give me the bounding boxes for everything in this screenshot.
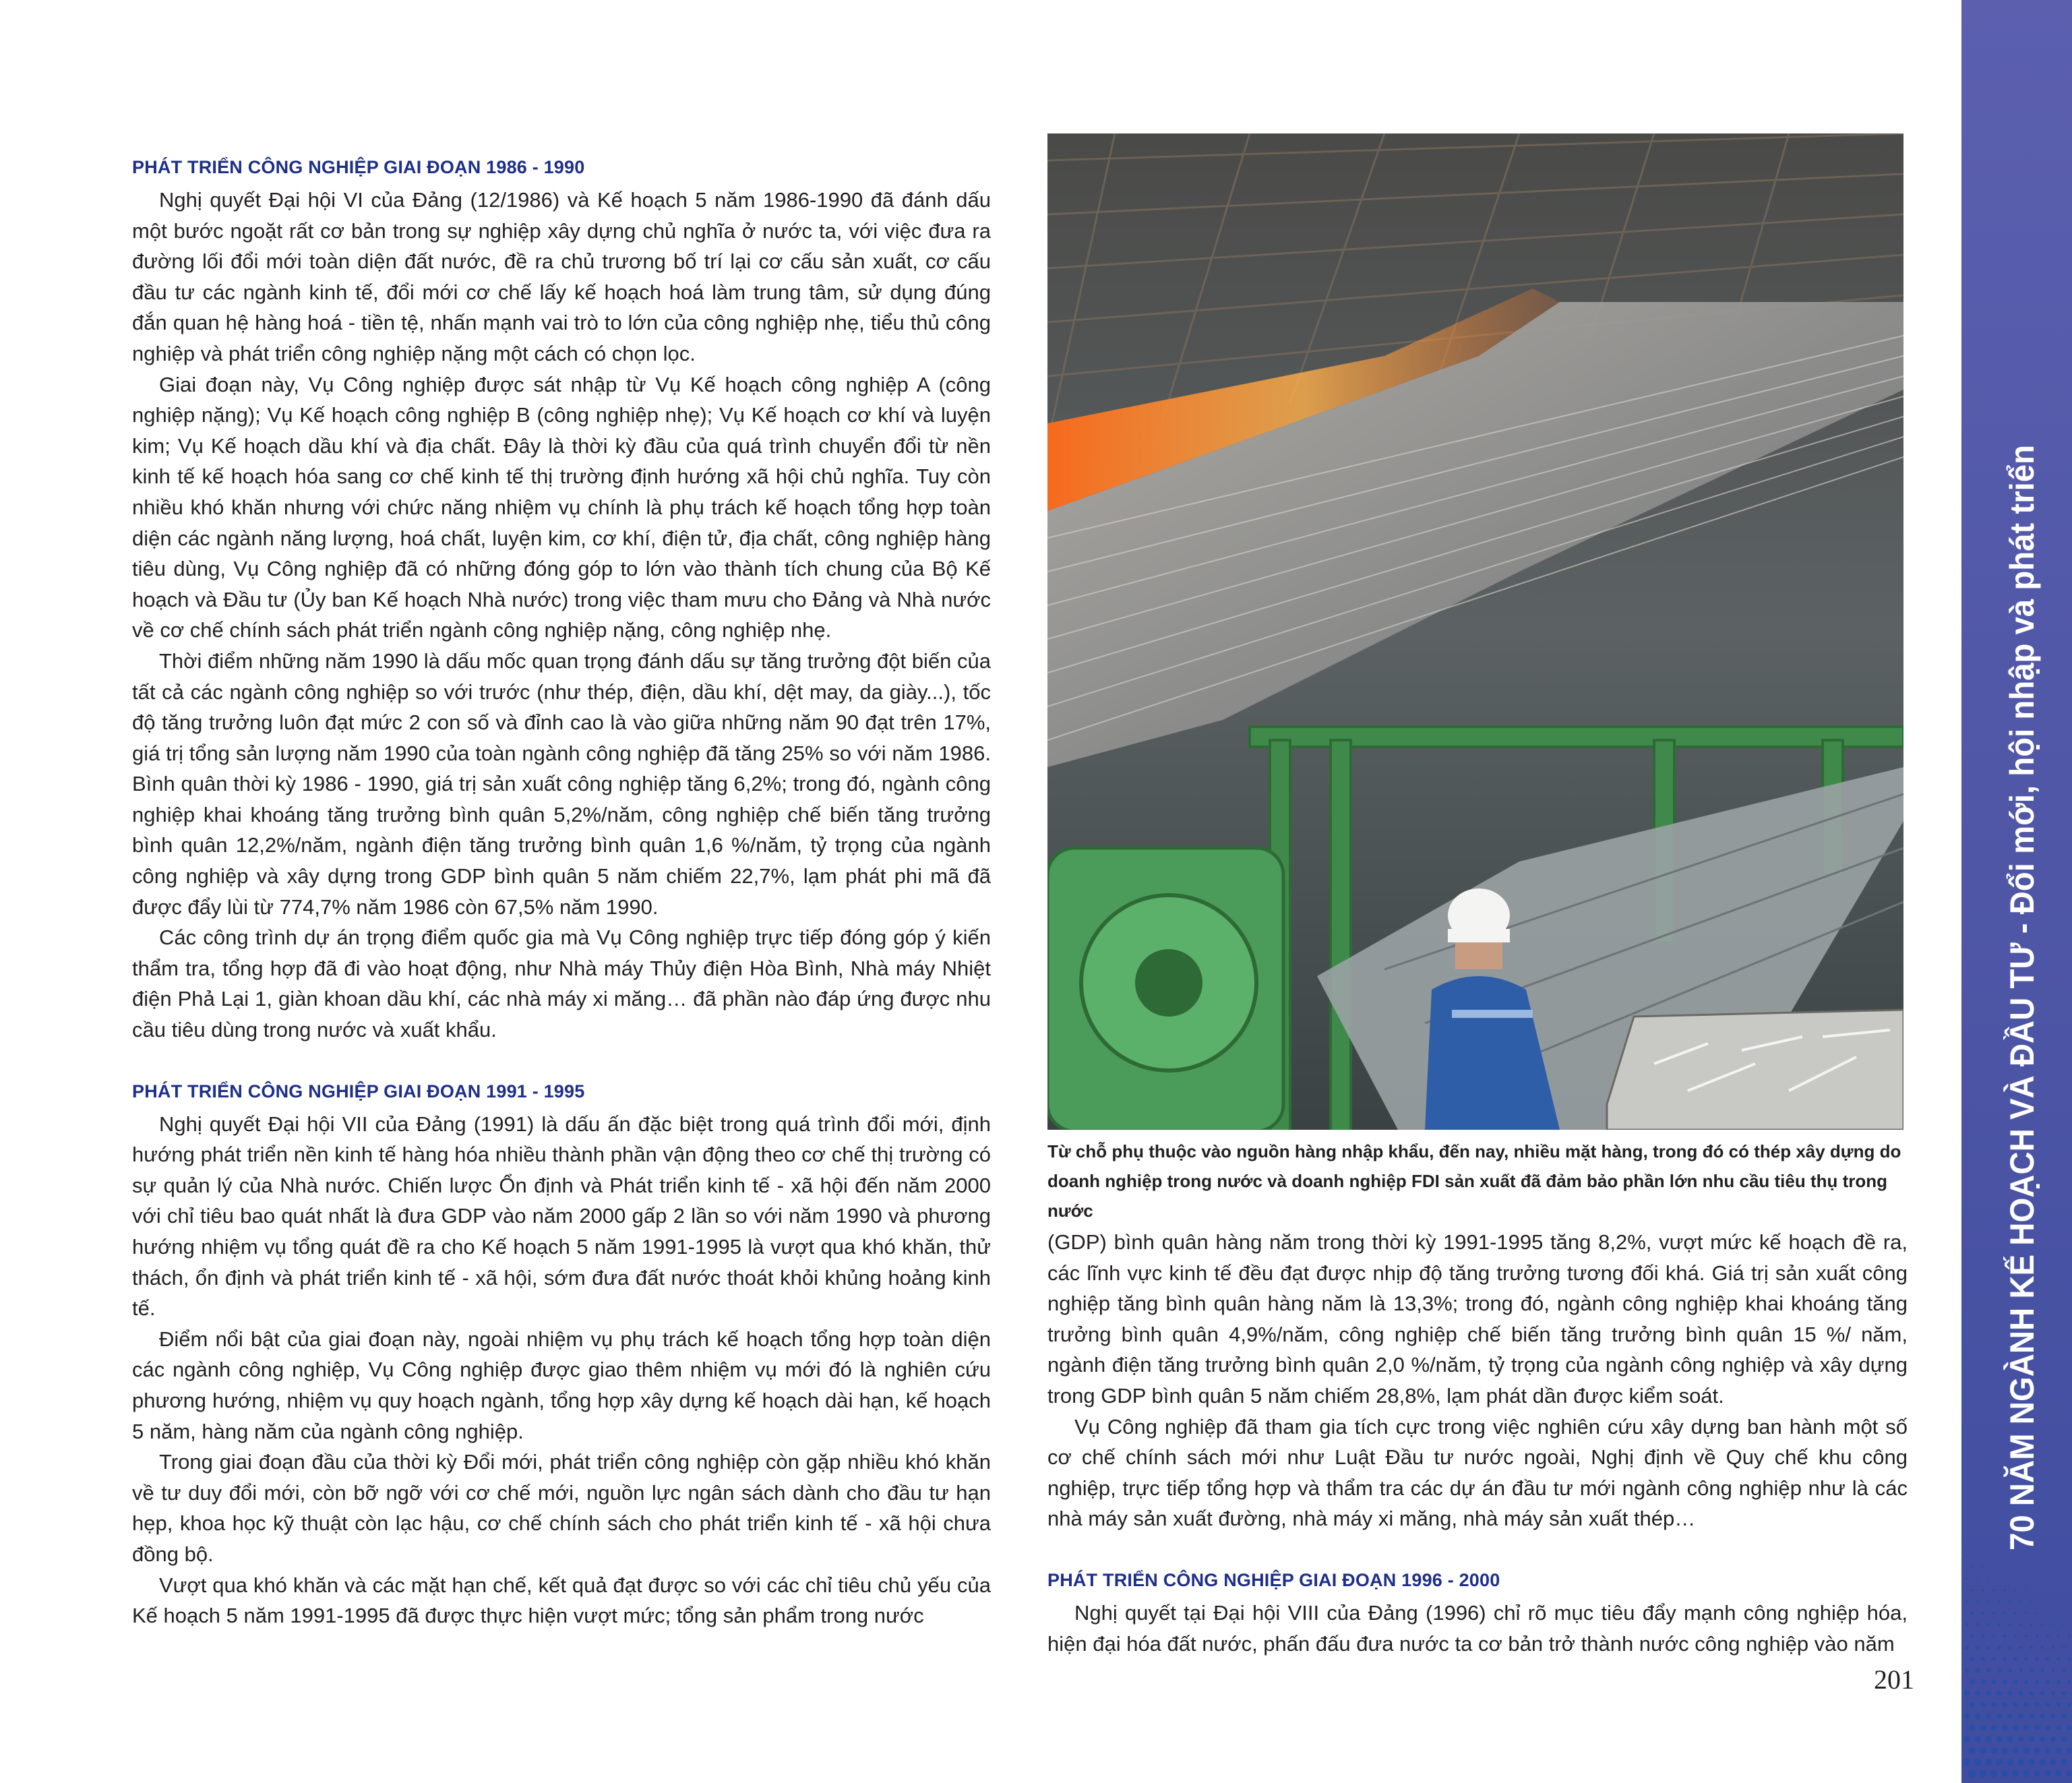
decorative-dot — [2009, 1578, 2011, 1579]
decorative-dot — [1986, 1645, 1990, 1650]
paragraph: Vượt qua khó khăn và các mặt hạn chế, kết quả đạt được so với các chỉ tiêu chủ yếu của Kế hoạch 5 năm 1991-1995 đã được thực hiện vượt mức; tổng sản phẩm trong nước — [132, 1573, 991, 1628]
decorative-dot — [1970, 1657, 1975, 1662]
decorative-dot — [2003, 1657, 2007, 1661]
decorative-dot — [1976, 1623, 1980, 1627]
decorative-dot — [1982, 1612, 1984, 1614]
decorative-dot — [2063, 1555, 2064, 1556]
decorative-dot — [2029, 1736, 2035, 1743]
decorative-dot — [2020, 1578, 2021, 1579]
decorative-dot — [2036, 1635, 2038, 1637]
decorative-dot — [2018, 1714, 2023, 1719]
decorative-dot — [2023, 1725, 2029, 1730]
decorative-dot — [2051, 1691, 2055, 1695]
decorative-dot — [2056, 1748, 2062, 1754]
decorative-dot — [1985, 1759, 1992, 1766]
decorative-dot — [2030, 1668, 2034, 1672]
decorative-dot — [2019, 1668, 2023, 1672]
decorative-dot — [1997, 1714, 2002, 1719]
decorative-dot — [2024, 1680, 2028, 1684]
decorative-dot — [2041, 1646, 2044, 1649]
decorative-dot — [1966, 1578, 1968, 1580]
decorative-dot — [2003, 1635, 2007, 1638]
decorative-dot — [2013, 1725, 2019, 1731]
paragraph: Điểm nổi bật của giai đoạn này, ngoài nhiệm vụ phụ trách kế hoạch tổng hợp toàn diện các ngành công nghiệp, Vụ Công nghiệp được giao thêm nhiệm vụ mới đó là nghiên cứu phương hướng, nhiệm vụ quy hoạch ngành, tổng hợp xây dựng kế hoạch dài hạn, kế hoạch 5 năm, hàng năm của ngành công nghiệp. — [132, 1327, 991, 1443]
decorative-dot — [1999, 1578, 2000, 1579]
decorative-dot — [2042, 1601, 2043, 1602]
decorative-dot — [1981, 1657, 1985, 1661]
decorative-dot — [1968, 1770, 1976, 1778]
decorative-dot — [2028, 1759, 2035, 1765]
decorative-dot — [1980, 1747, 1986, 1754]
sidebar-title-svg — [1961, 0, 2072, 1783]
decorative-dot — [2056, 1680, 2061, 1684]
decorative-dot — [1987, 1600, 1990, 1603]
decorative-dot — [2047, 1590, 2048, 1591]
decorative-dot — [1971, 1612, 1974, 1615]
decorative-dot — [2031, 1555, 2032, 1556]
decorative-dot — [2050, 1759, 2056, 1765]
decorative-dot — [2019, 1691, 2023, 1696]
decorative-dot — [2007, 1691, 2012, 1695]
decorative-dot — [1969, 1747, 1976, 1755]
decorative-dot — [1986, 1691, 1991, 1696]
decorative-dot — [1986, 1668, 1991, 1673]
paragraph: Giai đoạn này, Vụ Công nghiệp được sát nhập từ Vụ Kế hoạch công nghiệp A (công nghiệp nặng); Vụ Kế hoạch công nghiệp B (công nghiệp nhẹ); Vụ Kế hoạch cơ khí và luyện kim; Vụ Kế hoạch dầu khí và địa chất. Đây là thời kỳ đầu của quá trình chuyển đổi từ nền kinh tế kế hoạch hóa sang cơ chế kinh tế thị trường định hướng xã hội chủ nghĩa. Tuy còn nhiều khó khăn nhưng với chức năng nhiệm vụ chính là phụ trách kế hoạch tổng hợp toàn diện các ngành năng lượng, hoá chất, luyện kim, cơ khí, điện tử, địa chất, công nghiệp hàng tiêu dùng, Vụ Công nghiệp đã có những đóng góp to lớn vào thành tích chung của Bộ Kế hoạch và Đầu tư (Ủy ban Kế hoạch Nhà nước) trong việc tham mưu cho Đảng và Nhà nước về cơ chế chính sách phát triển ngành công nghiệp nặng, công nghiệp nhẹ. — [132, 372, 991, 642]
decorative-dot — [2052, 1646, 2054, 1649]
decorative-dot — [2008, 1668, 2012, 1672]
decorative-dot — [2050, 1714, 2055, 1718]
decorative-dot — [1986, 1714, 1992, 1720]
decorative-dot — [2036, 1590, 2038, 1591]
decorative-dot — [2024, 1657, 2028, 1660]
decorative-dot — [2004, 1590, 2006, 1592]
decorative-dot — [2007, 1759, 2013, 1765]
decorative-dot — [1966, 1600, 1968, 1603]
decorative-dot — [2045, 1748, 2051, 1754]
decorative-dot — [2055, 1770, 2062, 1777]
decorative-dot — [2013, 1657, 2017, 1661]
decorative-dot — [2067, 1680, 2071, 1683]
decorative-dot — [1964, 1691, 1970, 1696]
decorative-dot — [2034, 1702, 2039, 1707]
decorative-dot — [1964, 1714, 1970, 1720]
decorative-dot — [2017, 1759, 2024, 1765]
decorative-dot — [1988, 1555, 1989, 1557]
decorative-dot — [2025, 1635, 2028, 1637]
decorative-dot — [2002, 1702, 2007, 1708]
decorative-dot — [2015, 1590, 2017, 1592]
decorative-dot — [1972, 1567, 1974, 1569]
decorative-dot — [2068, 1658, 2071, 1660]
decorative-dot — [2046, 1658, 2050, 1661]
sidebar-title: 70 NĂM NGÀNH KẾ HOẠCH VÀ ĐẦU TƯ - Đổi mới, hội nhập và phát triển — [2003, 382, 2041, 1550]
right-column — [1047, 1227, 1908, 1659]
decorative-dot — [2030, 1691, 2034, 1696]
decorative-dot — [1988, 1578, 1990, 1580]
decorative-dot — [2063, 1646, 2065, 1649]
decorative-dot — [2052, 1601, 2054, 1602]
decorative-dot — [2044, 1770, 2051, 1777]
decorative-dot — [1990, 1770, 1997, 1777]
decorative-dot — [2007, 1714, 2013, 1719]
decorative-dot — [2009, 1623, 2011, 1626]
decorative-dot — [1992, 1657, 1996, 1661]
paragraph: Nghị quyết Đại hội VII của Đảng (1991) là dấu ấn đặc biệt trong quá trình đổi mới, định hướng phát triển nền kinh tế hàng hóa nhiều thành phần vận động theo cơ chế thị trường có sự quản lý của Nhà nước. Chiến lược Ổn định và Phát triển kinh tế - xã hội đến năm 2000 với chỉ tiêu bao quát nhất là đưa GDP vào năm 2000 gấp 2 lần so với năm 1990 và phương hướng nhiệm vụ tổng quát đề ra cho Kế hoạch 5 năm 1991-1995 là vượt qua khó khăn, thử thách, ổn định và phát triển kinh tế - xã hội, sớm đưa đất nước thoát khỏi khủng hoảng kinh tế. — [132, 1112, 991, 1321]
decorative-dot — [2023, 1702, 2028, 1707]
page-number: 201 — [1874, 1664, 1914, 1695]
decorative-dot — [2056, 1725, 2061, 1730]
decorative-dot — [2031, 1601, 2033, 1603]
decorative-dot — [2001, 1747, 2008, 1754]
decorative-dot — [2014, 1612, 2017, 1614]
decorative-dot — [2062, 1714, 2067, 1719]
decorative-dot — [2058, 1590, 2059, 1591]
decorative-dot — [1979, 1770, 1986, 1777]
decorative-dot — [1966, 1555, 1968, 1557]
left-column — [132, 154, 991, 1631]
decorative-dot — [2020, 1555, 2021, 1556]
decorative-dot — [1970, 1702, 1976, 1708]
decorative-dot — [2035, 1657, 2038, 1660]
decorative-dot — [2040, 1691, 2044, 1695]
section-heading-1996-2000: PHÁT TRIỂN CÔNG NGHIỆP GIAI ĐOẠN 1996 - 2000 — [1047, 1569, 1500, 1590]
decorative-dot — [1981, 1634, 1984, 1637]
decorative-dot — [2023, 1770, 2030, 1777]
decorative-dot — [2040, 1668, 2044, 1672]
decorative-dot — [2068, 1635, 2070, 1637]
decorative-dot — [2040, 1714, 2044, 1718]
steel-mill-illustration — [1047, 133, 1903, 1130]
decorative-dot — [1997, 1668, 2001, 1672]
section-heading-1991-1995: PHÁT TRIỂN CÔNG NGHIỆP GIAI ĐOẠN 1991 - 1995 — [132, 1081, 585, 1101]
decorative-dot — [2003, 1680, 2007, 1685]
decorative-dot — [2020, 1601, 2022, 1603]
decorative-dot — [1980, 1702, 1986, 1708]
decorative-dot — [2036, 1612, 2038, 1614]
decorative-dot — [2067, 1748, 2072, 1753]
decorative-dot — [2014, 1635, 2017, 1638]
decorative-dot — [1990, 1724, 1997, 1730]
decorative-dot — [1963, 1736, 1970, 1743]
paragraph: Nghị quyết tại Đại hội VIII của Đảng (1996) chỉ rõ mục tiêu đẩy mạnh công nghiệp hóa, hiện đại hóa đất nước, phấn đấu đưa nước ta cơ bản trở thành nước công nghiệp vào năm — [1047, 1600, 1908, 1656]
decorative-dot — [2031, 1578, 2032, 1579]
decorative-dot — [2019, 1646, 2023, 1650]
decorative-dot — [2041, 1623, 2043, 1625]
decorative-dot — [2015, 1567, 2016, 1568]
decorative-dot — [1996, 1759, 2003, 1765]
decorative-dot — [2067, 1703, 2071, 1707]
decorative-dot — [1977, 1555, 1978, 1557]
decorative-dot — [1980, 1679, 1985, 1684]
decorative-dot — [1970, 1634, 1974, 1638]
decorative-dot — [1990, 1747, 1997, 1754]
decorative-dot — [2012, 1747, 2019, 1754]
decorative-dot — [2062, 1691, 2066, 1695]
decorative-dot — [2061, 1736, 2067, 1742]
decorative-dot — [2023, 1747, 2029, 1753]
decorative-dot — [2025, 1590, 2027, 1591]
photo-caption: Từ chỗ phụ thuộc vào nguồn hàng nhập khẩu, đến nay, nhiều mặt hàng, trong đó có thép xây dựng do doanh nghiệp trong nước và doanh nghiệp FDI sản xuất đã đảm bảo phần lớn nhu cầu tiêu thụ trong nước — [1047, 1141, 1901, 1221]
decorative-dot — [2039, 1759, 2045, 1765]
decorative-dot — [2046, 1680, 2050, 1684]
decorative-dot — [2035, 1680, 2039, 1684]
decorative-dot — [2013, 1680, 2018, 1685]
decorative-dot — [2066, 1770, 2072, 1776]
decorative-dot — [2045, 1725, 2050, 1730]
decorative-dot — [2040, 1736, 2045, 1742]
decorative-dot — [2058, 1612, 2060, 1614]
decorative-dot — [2018, 1736, 2024, 1743]
paragraph: Thời điểm những năm 1990 là dấu mốc quan trọng đánh dấu sự tăng trưởng đột biến của tất cả các ngành công nghiệp so với trước (như thép, điện, dầu khí, dệt may, da giày...), tốc độ tăng trưởng luôn đạt mức 2 con số và đỉnh cao là vào giữa những năm 90 đạt trên 17%, giá trị tổng sản lượng năm 1990 của toàn ngành công nghiệp đã tăng 25% so với năm 1986. Bình quân thời kỳ 1986 - 1990, giá trị sản xuất công nghiệp tăng 6,2%; trong đó, ngành công nghiệp khai khoáng tăng trưởng bình quân 5,2%/năm, công nghiệp chế biến tăng trưởng bình quân 12,2%/năm, ngành điện tăng trưởng bình quân 1,6 %/năm, tỷ trọng của ngành công nghiệp và xây dựng trong GDP bình quân 5 năm chiếm 22,7%, lạm phát phi mã đã được đẩy lùi từ 774,7% năm 1986 còn 67,5% năm 1990. — [132, 648, 991, 919]
decorative-dot — [1985, 1736, 1992, 1743]
decorative-dot — [2057, 1658, 2061, 1661]
decorative-dot — [2019, 1623, 2022, 1626]
decorative-dot — [1997, 1691, 2001, 1695]
decorative-dot — [1974, 1736, 1981, 1743]
decorative-dot — [1998, 1600, 2000, 1602]
decorative-dot — [2030, 1646, 2034, 1650]
decorative-dot — [2013, 1702, 2018, 1708]
decorative-dot — [2069, 1612, 2070, 1614]
decorative-dot — [1976, 1645, 1980, 1650]
decorative-dot — [1992, 1612, 1995, 1614]
decorative-dot — [2009, 1555, 2010, 1556]
decorative-dot — [1991, 1702, 1997, 1708]
decorative-dot — [1974, 1759, 1982, 1766]
decorative-dot — [1977, 1578, 1979, 1580]
decorative-dot — [2057, 1635, 2060, 1637]
decorative-dot — [2009, 1600, 2011, 1602]
decorative-dot — [2025, 1612, 2027, 1614]
decorative-dot — [1996, 1736, 2002, 1742]
decorative-dot — [1991, 1679, 1996, 1684]
decorative-dot — [2008, 1645, 2011, 1649]
decorative-dot — [1976, 1668, 1980, 1673]
decorative-dot — [1992, 1634, 1995, 1637]
decorative-dot — [2063, 1669, 2066, 1672]
decorative-dot — [1975, 1714, 1981, 1720]
sidebar-title-container — [1961, 0, 2072, 1783]
decorative-dot — [2063, 1578, 2064, 1579]
decorative-dot — [2063, 1624, 2065, 1626]
decorative-dot — [1987, 1623, 1990, 1627]
decorative-dot — [1963, 1759, 1971, 1766]
decorative-dot — [2002, 1725, 2008, 1731]
decorative-dot — [2012, 1770, 2019, 1778]
steel-rebar-factory-photo — [1047, 133, 1903, 1130]
decorative-dot — [1982, 1589, 1984, 1591]
paragraph: Các công trình dự án trọng điểm quốc gia mà Vụ Công nghiệp trực tiếp đóng góp ý kiến thẩm tra, tổng hợp đã đi vào hoạt động, như Nhà máy Thủy điện Hòa Bình, Nhà máy Nhiệt điện Phả Lại 1, giàn khoan dầu khí, các nhà máy xi măng… đã phần nào đáp ứng được nhu cầu tiêu dùng trong nước và xuất khẩu. — [132, 926, 991, 1042]
decorative-dot — [2047, 1612, 2049, 1614]
paragraph: Nghị quyết Đại hội VI của Đảng (12/1986) và Kế hoạch 5 năm 1986-1990 đã đánh dấu một bước ngoặt rất cơ bản trong sự nghiệp xây dựng chủ nghĩa ở nước ta, với việc đưa ra đường lối đổi mới toàn diện đất nước, đề ra chủ trương bố trí lại cơ cấu sản xuất, cơ cấu đầu tư các ngành kinh tế, đổi mới cơ chế lấy kế hoạch hoá làm trung tâm, sử dụng đúng đắn quan hệ hàng hoá - tiền tệ, nhấn mạnh vai trò to lớn của công nghiệp nhẹ, tiểu thủ công nghiệp và phát triển công nghiệp nặng một cách có chọn lọc. — [132, 188, 991, 365]
decorative-dot — [2034, 1770, 2040, 1777]
section-heading-1986-1990: PHÁT TRIỂN CÔNG NGHIỆP GIAI ĐOẠN 1986 - 1990 — [132, 157, 585, 177]
decorative-dot — [2061, 1759, 2067, 1765]
decorative-dot — [2046, 1635, 2049, 1637]
decorative-dot — [2034, 1725, 2040, 1730]
decorative-dot — [1969, 1724, 1976, 1731]
paragraph: Trong giai đoạn đầu của thời kỳ Đổi mới, phát triển công nghiệp còn gặp nhiều khó khăn về tư duy đổi mới, còn bỡ ngỡ với cơ chế mới, nguồn lực ngân sách dành cho đầu tư hạn hẹp, khoa học kỹ thuật còn lạc hậu, cơ chế chính sách cho phát triển kinh tế - xã hội chưa đồng bộ. — [132, 1450, 991, 1566]
decorative-dot — [2030, 1623, 2033, 1626]
decorative-dot — [2063, 1601, 2065, 1602]
decorative-dot — [2004, 1567, 2005, 1568]
decorative-dot — [1970, 1679, 1975, 1685]
decorative-dot — [2001, 1770, 2009, 1778]
decorative-dot — [2056, 1703, 2061, 1708]
decorative-dot — [1992, 1589, 1994, 1591]
decorative-dot — [2052, 1555, 2053, 1556]
paragraph: Vụ Công nghiệp đã tham gia tích cực trong việc nghiên cứu xây dựng ban hành một số cơ chế chính sách mới như Luật Đầu tư nước ngoài, Nghị định về Quy chế khu công nghiệp, trực tiếp tổng hợp và thẩm tra các dự án đầu tư mới ngành công nghiệp như là các nhà máy sản xuất đường, nhà máy xi măng, nhà máy sản xuất thép… — [1047, 1414, 1908, 1531]
decorative-dot — [1998, 1623, 2001, 1626]
decorative-dot — [2067, 1725, 2071, 1730]
paragraph: (GDP) bình quân hàng năm trong thời kỳ 1991-1995 tăng 8,2%, vượt mức kế hoạch đề ra, các lĩnh vực kinh tế đều đạt được nhịp độ tăng trưởng tương đối khá. Giá trị sản xuất công nghiệp tăng bình quân hàng năm là 13,3%; trong đó, ngành công nghiệp khai khoáng tăng trưởng bình quân 4,9%/năm, công nghiệp chế biến tăng trưởng bình quân 15 %/ năm, ngành điện tăng trưởng bình quân 2,0 %/năm, tỷ trọng của ngành công nghiệp và xây dựng trong GDP bình quân 5 năm chiếm 28,8%, lạm phát dần được kiểm soát. — [1047, 1230, 1908, 1408]
decorative-dot — [2052, 1623, 2054, 1625]
decorative-dot — [1976, 1600, 1979, 1603]
decorative-dot — [1971, 1589, 1974, 1592]
decorative-dot — [1993, 1567, 1994, 1568]
decorative-dot — [2046, 1703, 2050, 1708]
decorative-dot — [2034, 1747, 2040, 1753]
decorative-dot — [1975, 1691, 1980, 1696]
decorative-dot — [1966, 1623, 1969, 1627]
decorative-dot — [1997, 1645, 2001, 1649]
decorative-dot — [2052, 1578, 2053, 1579]
decorative-dot — [2007, 1736, 2013, 1742]
decorative-dot — [2003, 1612, 2006, 1614]
decorative-dot-pattern — [1961, 1550, 2072, 1783]
decorative-dot — [2029, 1714, 2034, 1719]
decorative-dot — [1965, 1645, 1969, 1650]
decorative-dot — [1982, 1567, 1984, 1568]
decorative-dot — [2051, 1668, 2054, 1672]
decorative-dot — [1980, 1724, 1986, 1730]
decorative-dot — [2050, 1736, 2056, 1742]
decorative-dot — [1965, 1668, 1970, 1673]
